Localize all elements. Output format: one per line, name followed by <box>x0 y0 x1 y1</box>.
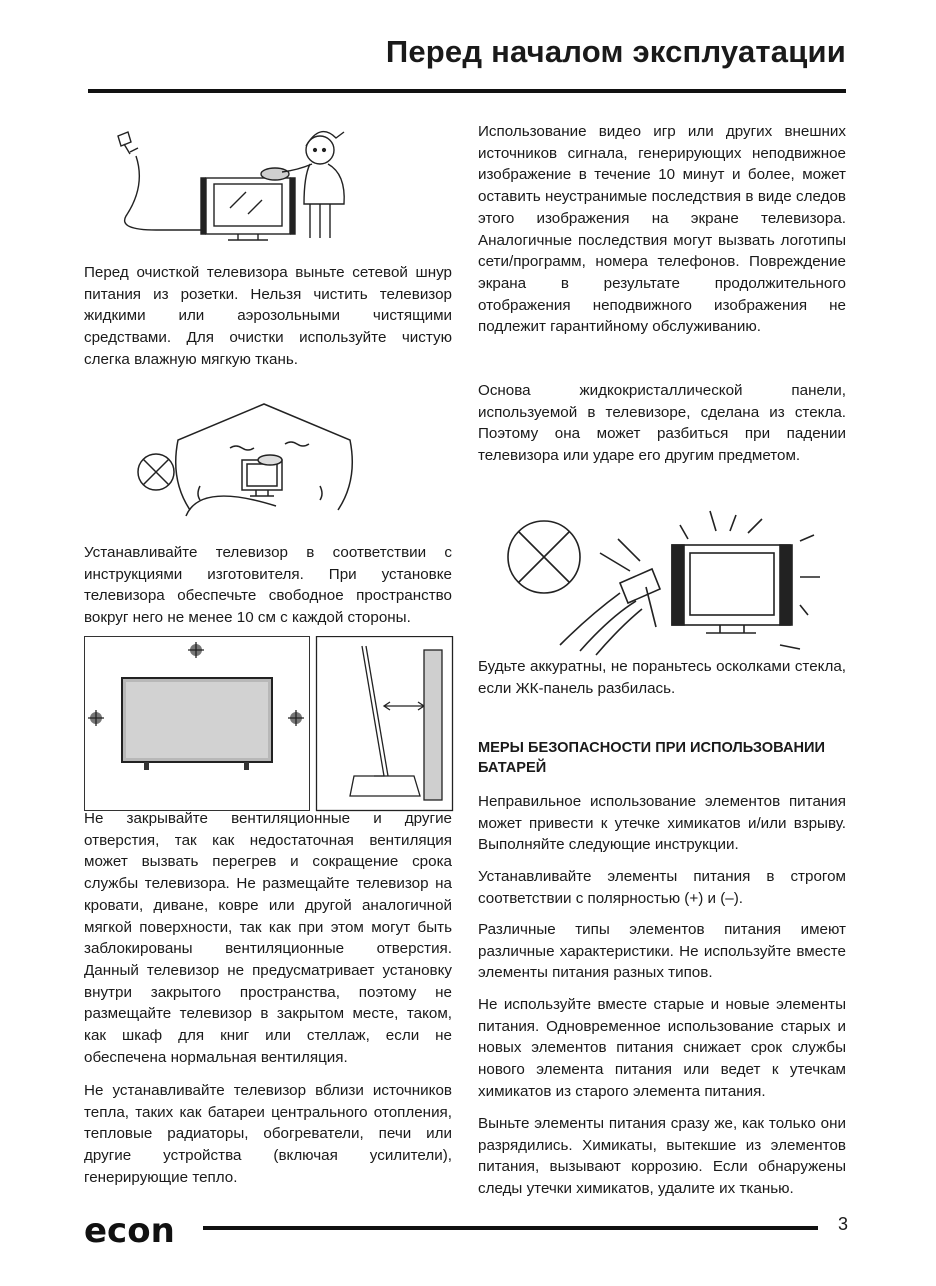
glass-panel-warning: Основа жидкокристаллической панели, используемой в телевизоре, сделана из стекла. Поэтому она может разбиться при падении телевизора или ударе его другим предметом. <box>478 382 846 465</box>
title-divider <box>88 89 846 93</box>
battery-instruction-1: Неправильное использование элементов питания может привести к утечке химикатов и/или взрыву. Выполняйте следующие инструкции. <box>478 793 846 854</box>
econ-logo-icon <box>84 1212 180 1248</box>
cleaning-illustration-icon <box>110 118 360 246</box>
installation-instructions: Устанавливайте телевизор в соответствии с инструкциями изготовителя. При установке телевизора обеспечьте свободное пространство вокруг него не менее 10 см с каждой стороны. <box>84 544 452 627</box>
battery-instruction-3: Различные типы элементов питания имеют различные характеристики. Не используйте вместе элементы питания разных типов. <box>478 921 846 982</box>
cleaning-instructions: Перед очисткой телевизора выньте сетевой шнур питания из розетки. Нельзя чистить телевизор жидкими или аэрозольными чистящими средствами. Для очистки используйте чистую слегка влажную мягкую ткань. <box>84 264 452 368</box>
battery-instruction-2: Устанавливайте элементы питания в строгом соответствии с полярностью (+) и (–). <box>478 868 846 907</box>
house-ventilation-illustration-icon <box>130 400 360 522</box>
battery-safety-heading: МЕРЫ БЕЗОПАСНОСТИ ПРИ ИСПОЛЬЗОВАНИИ БАТАРЕЙ <box>478 740 826 776</box>
heat-source-instructions: Не устанавливайте телевизор вблизи источников тепла, таких как батареи центрального отопления, тепловые радиаторы, обогреватели, печи или другие устройства (включая усилители), генерирующие тепло. <box>84 1082 452 1186</box>
footer-divider <box>203 1226 818 1230</box>
ventilation-instructions: Не закрывайте вентиляционные и другие отверстия, так как недостаточная вентиляция может вызвать перегрев и сокращение срока службы телевизора. Не размещайте телевизор на кровати, диване, ковре или другой аналогичной мягкой поверхности, так как при этом могут быть заблокированы вентиляционные отверстия. Данный телевизор не предусматривает установку внутри закрытого пространства, поэтому не размещайте телевизор в закрытом месте, таком, как шкаф для книг или стеллаж, если не обеспечена нормальная вентиляция. <box>84 810 452 1066</box>
broken-glass-warning: Будьте аккуратны, не пораньтесь осколками стекла, если ЖК-панель разбилась. <box>478 658 846 697</box>
page-title: Перед началом эксплуатации <box>385 34 846 69</box>
static-image-warning: Использование видео игр или других внешних источников сигнала, генерирующих неподвижное изображение в течение 10 минут и более, может оставить неустранимые последствия в виде следов этого изображения на экране телевизора. Аналогичные последствия могут вызвать логотипы сети/программ, номера телефонов. Повреждение экрана в результате продолжительного отображения неподвижного изображения не подлежит гарантийному обслуживанию. <box>478 123 846 336</box>
battery-instruction-4: Не используйте вместе старые и новые элементы питания. Одновременное использование старых и новых элементов питания снижает срок службы нового элемента питания или ведет к утечкам химикатов из старого элемента питания. <box>478 996 846 1100</box>
wall-mount-clearance-illustration-icon <box>84 636 454 812</box>
battery-instruction-5: Выньте элементы питания сразу же, как только они разрядились. Химикаты, вытекшие из элементов питания, вызывают коррозию. Если обнаружены следы утечки химикатов, удалите их тканью. <box>478 1115 846 1198</box>
logo-text: econ <box>84 1212 175 1248</box>
page-number: 3 <box>838 1214 849 1234</box>
hammer-broken-screen-illustration-icon <box>500 505 830 657</box>
econ-logo <box>84 1212 180 1253</box>
